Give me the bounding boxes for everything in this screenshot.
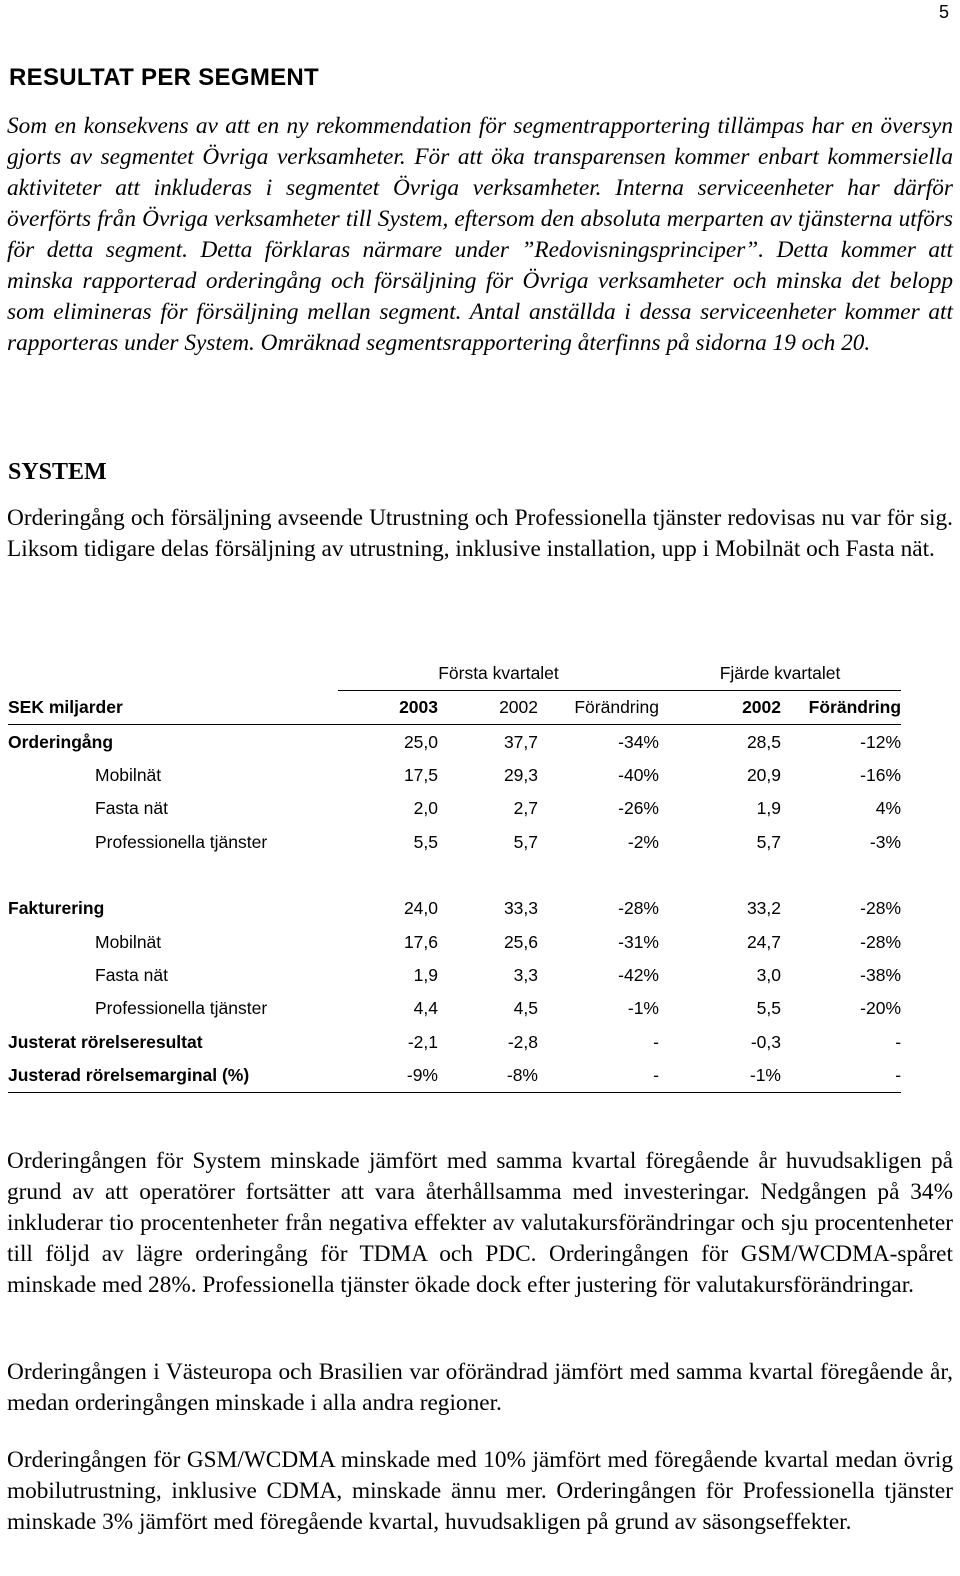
cell-value: 4,4 (413, 998, 438, 1019)
column-header: 2002 (659, 691, 781, 725)
cell-value: -3% (869, 831, 902, 852)
cell-value: -1% (627, 998, 659, 1019)
cell-value: 5,5 (413, 831, 438, 852)
cell-value: -26% (618, 798, 659, 819)
cell-value: 4% (875, 798, 902, 819)
table-row (8, 959, 901, 992)
row-label: Mobilnät (95, 764, 162, 785)
page-number: 5 (938, 2, 949, 22)
cell-value: 37,7 (503, 731, 538, 752)
system-paragraph: Orderingång och försäljning avseende Utrustning och Professionella tjänster redovisas nu var för sig. Liksom tidigare delas försäljning av utrustning, inklusive installation, upp i Mobilnät och Fasta nät. (7, 505, 953, 562)
cell-value: -28% (860, 931, 902, 952)
table-row (8, 1059, 901, 1093)
cell-value: 2,0 (413, 798, 438, 819)
cell-value: - (781, 1059, 901, 1093)
cell-value: 4,5 (513, 998, 538, 1019)
row-label: Fakturering (8, 898, 105, 919)
cell-value: -34% (618, 731, 659, 752)
table-row (8, 725, 901, 759)
cell-value: 25,0 (403, 731, 438, 752)
cell-value: 29,3 (503, 764, 538, 785)
cell-value: -40% (618, 764, 659, 785)
column-header-unit: SEK miljarder (8, 691, 338, 725)
cell-value: - (538, 1059, 659, 1093)
cell-value: 5,7 (756, 831, 781, 852)
column-header: Förändring (781, 691, 901, 725)
cell-value: 1,9 (413, 964, 438, 985)
cell-value: 5,7 (513, 831, 538, 852)
cell-value: -2,1 (407, 1031, 438, 1052)
cell-value: -2% (627, 831, 659, 852)
column-header: 2002 (438, 691, 538, 725)
row-label: Orderingång (8, 731, 114, 752)
cell-value: -8% (438, 1059, 538, 1093)
row-label: Fasta nät (95, 798, 168, 819)
cell-value: 33,3 (503, 898, 538, 919)
table-row (8, 992, 901, 1025)
table-group-header-row (8, 657, 901, 691)
cell-value: -12% (860, 731, 902, 752)
cell-value: 24,0 (403, 898, 438, 919)
cell-value: -38% (860, 964, 902, 985)
column-header: Förändring (538, 691, 659, 725)
row-label: Fasta nät (95, 964, 168, 985)
body-paragraph-3: Orderingången för GSM/WCDMA minskade med 10% jämfört med föregående kvartal medan övrig mobilutrustning, inklusive CDMA, minskade ännu mer. Orderingången för Professionella tjänster minskade 3% jämfört med föregående kvartal, huvudsakligen på grund av säsongseffekter. (7, 1447, 953, 1535)
table-row (8, 759, 901, 792)
cell-value: -20% (860, 998, 902, 1019)
cell-value: -28% (618, 898, 659, 919)
financial-table (8, 657, 901, 1093)
row-label: Justerat rörelseresultat (8, 1031, 203, 1052)
cell-value: -31% (618, 931, 659, 952)
cell-value: 25,6 (503, 931, 538, 952)
table-row (8, 826, 901, 859)
row-label: Mobilnät (95, 931, 162, 952)
table-row (8, 925, 901, 958)
cell-value: -42% (618, 964, 659, 985)
group-header-q4: Fjärde kvartalet (659, 657, 901, 691)
section-heading-resultat: RESULTAT PER SEGMENT (9, 64, 320, 91)
cell-value: -28% (860, 898, 902, 919)
cell-value: - (653, 1031, 659, 1052)
cell-value: 1,9 (756, 798, 781, 819)
body-paragraph-1: Orderingången för System minskade jämfört med samma kvartal föregående år huvudsakligen på grund av att operatörer fortsätter att vara återhållsamma med investeringar. Nedgången på 34% inkluderar tio procentenheter från negativa effekter av valutakursförändringar och sju procentenheter till följd av lägre orderingång för TDMA och PDC. Orderingången för GSM/WCDMA-spåret minskade med 28%. Professionella tjänster ökade dock efter justering för valutakursförändringar. (7, 1148, 953, 1298)
cell-value: 3,0 (756, 964, 781, 985)
section-heading-system: SYSTEM (8, 459, 107, 485)
cell-value: 2,7 (513, 798, 538, 819)
table-spacer-row (8, 859, 901, 892)
cell-value: 24,7 (746, 931, 781, 952)
cell-value: -2,8 (507, 1031, 538, 1052)
table-row (8, 1026, 901, 1059)
cell-value: 3,3 (513, 964, 538, 985)
cell-value: -0,3 (750, 1031, 781, 1052)
cell-value: 17,6 (403, 931, 438, 952)
row-label: Professionella tjänster (95, 831, 268, 852)
cell-value: -1% (659, 1059, 781, 1093)
group-header-q1: Första kvartalet (338, 657, 659, 691)
table-row (8, 892, 901, 925)
cell-value: 20,9 (746, 764, 781, 785)
cell-value: -16% (860, 764, 902, 785)
cell-value: - (895, 1031, 902, 1052)
row-label: Professionella tjänster (95, 998, 268, 1019)
cell-value: 28,5 (746, 731, 781, 752)
table-column-header-row (8, 691, 901, 725)
cell-value: 5,5 (756, 998, 781, 1019)
cell-value: 33,2 (746, 898, 781, 919)
cell-value: 17,5 (403, 764, 438, 785)
body-paragraph-2: Orderingången i Västeuropa och Brasilien var oförändrad jämfört med samma kvartal föregående år, medan orderingången minskade i alla andra regioner. (7, 1359, 953, 1416)
intro-paragraph: Som en konsekvens av att en ny rekommendation för segmentrapportering tillämpas har en översyn gjorts av segmentet Övriga verksamheter. För att öka transparensen kommer enbart kommersiella aktiviteter att inkluderas i segmentet Övriga verksamheter. Interna serviceenheter har därför överförts från Övriga verksamheter till System, eftersom den absoluta merparten av tjänsterna utförs för detta segment. Detta förklaras närmare under ”Redovisningsprinciper”. Detta kommer att minska rapporterad orderingång och försäljning för Övriga verksamheter och minska det belopp som elimineras för försäljning mellan segment. Antal anställda i dessa serviceenheter kommer att rapporteras under System. Omräknad segmentsrapportering återfinns på sidorna 19 och 20. (7, 113, 953, 356)
row-label: Justerad rörelsemarginal (%) (8, 1059, 338, 1093)
table-row (8, 792, 901, 825)
column-header: 2003 (338, 691, 438, 725)
cell-value: -9% (338, 1059, 438, 1093)
